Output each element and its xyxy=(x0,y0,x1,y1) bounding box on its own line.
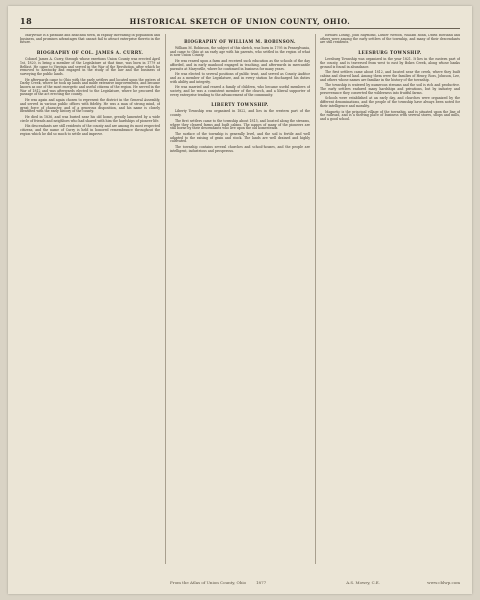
paragraph: The first settlers came to the township about 1815, and located along the streams, where they cleared farms and built cabins. The names of many of the pioneers are still borne by their descendants who live upon the old homesteads. xyxy=(170,118,310,131)
text-column-1 xyxy=(20,34,160,564)
section-heading: LIBERTY TOWNSHIP. xyxy=(211,102,269,108)
paragraph: The surface of the township is generally level, and the soil is fertile and well adapted to the raising of grain and stock. The lands are well drained and highly cultivated. xyxy=(170,131,310,144)
footer-website: www.cblwp.com xyxy=(427,580,460,585)
paragraph: His descendants are still residents of the county and are among its most respected citizens, and the name of Curry is held in honored remembrance throughout the region which he did so much to settle and improve. xyxy=(20,124,160,136)
section-heading: BIOGRAPHY OF WILLIAM M. ROBINSON. xyxy=(184,39,296,44)
section-heading: BIOGRAPHY OF COL. JAMES A. CURRY. xyxy=(36,50,144,56)
paragraph: Magnetic is the principal village of the township, and is situated upon the line of the railroad, and is a thriving place of business with several stores, shops and mills, and a good school. xyxy=(320,109,460,121)
page-number: 18 xyxy=(20,16,33,26)
column-divider xyxy=(165,34,166,564)
paragraph: He was again and again chosen to represent the district in the General Assembly, and served in various public offices with fidelity. He was a man of strong mind, of great force of character, and of a generous disposition, and his name is closely identified with the early history of the county. xyxy=(20,98,160,114)
paragraph: He was reared upon a farm and received such education as the schools of the day afforded, and in early manhood engaged in teaching, and afterwards in mercantile pursuits at Marysville, where he continued in business for many years. xyxy=(170,59,310,71)
page-header xyxy=(20,16,460,29)
paragraph: He afterwards came to Ohio with the early settlers and located upon the waters of Darby Creek, where he took up lands and made extensive improvements, and became known as one of the most energetic and useful citizens of the region. He served in the War of 1812 and was afterwards elected to the Legislature, where he procured the passage of the act erecting the county. xyxy=(20,77,160,97)
footer-publisher: A.S. Mowry, C.E. xyxy=(346,580,380,585)
footer-year: 1877 xyxy=(256,580,267,585)
atlas-page xyxy=(8,6,472,594)
paragraph: Marysville is a pleasant and healthful town, in rapidly increasing in population and business, and promises advantages that cannot fail to attract enterprise thereto in the future. xyxy=(20,34,160,45)
paragraph: The township is watered by numerous streams and the soil is rich and productive. The early settlers endured many hardships and privations, but by industry and perseverance they converted the wilderness into fruitful farms. xyxy=(320,83,460,95)
paragraph: He died in 1836, and was buried near his old home, greatly lamented by a wide circle of friends and neighbors who had shared with him the hardships of pioneer life. xyxy=(20,114,160,123)
paragraph: Colonel James A. Curry, through whose exertions Union County was erected April 1st, 1820, is being a member of the Legislature at that time, was born in 1779 at Belfast. He came to Virginia and served in the War of the Revolution, after which he removed to Kentucky and engaged in the study of the law and the business of surveying the public lands. xyxy=(20,57,160,76)
paragraph: The first settlers came about 1812, and located near the creek, where they built cabins and cleared land. Among them were the families of Henry, Ross, Johnson, Lee, and others whose names are familiar in the history of the township. xyxy=(320,70,460,82)
section-heading: LEESBURG TOWNSHIP. xyxy=(358,50,422,56)
paragraph: The township contains several churches and school-houses, and the people are intelligent, industrious and prosperous. xyxy=(170,145,310,153)
page-title: HISTORICAL SKETCH OF UNION COUNTY, OHIO. xyxy=(129,17,351,26)
paragraph: Leesburg Township was organized in the year 1821. It lies in the eastern part of the county, and is traversed from west to east by Bokes Creek, along whose banks ground is found in abundance. xyxy=(320,57,460,69)
paragraph: He was married and reared a family of children, who became useful members of society, and he was a consistent member of the church, and a liberal supporter of every enterprise tending to the advancement of the community. xyxy=(170,85,310,97)
text-column-2 xyxy=(170,34,310,564)
column-divider xyxy=(315,34,316,564)
paragraph: William M. Robinson, the subject of this sketch, was born in 1795 in Pennsylvania, and came to Ohio at an early age with his parents, who settled in the region of what is now Union County. xyxy=(170,46,310,58)
text-column-3 xyxy=(320,34,460,564)
paragraph: Liberty Township was organized in 1822, and lies in the western part of the county. xyxy=(170,109,310,118)
footer-source: From the Atlas of Union County, Ohio xyxy=(170,580,247,585)
paragraph: Schools were established at an early day, and churches were organized by the different denominations, and the people of the township have always been noted for their intelligence and morality. xyxy=(320,96,460,108)
paragraph: He was elected to several positions of public trust, and served as County Auditor and as a member of the Legislature, and in every station he discharged his duties with ability and integrity. xyxy=(170,72,310,84)
page-footer xyxy=(20,580,460,588)
paragraph: Edward Losing, John Raymond, Luther Weston, William Rohn, David Rowland and others were among the early settlers of the township, and many of their descendants are still residents. xyxy=(320,34,460,45)
